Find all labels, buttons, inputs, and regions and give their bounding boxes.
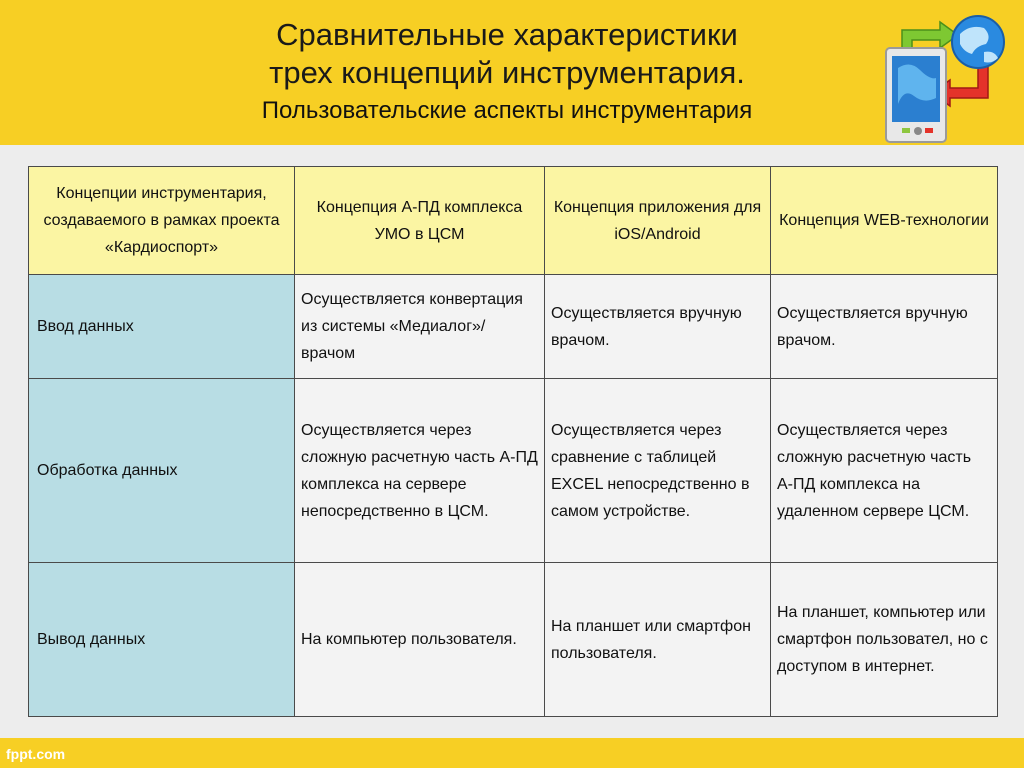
row-label: Обработка данных <box>29 379 295 563</box>
header-cell: Концепция WEB-технологии <box>771 167 998 275</box>
comparison-table <box>28 166 998 717</box>
footer-bar <box>0 738 1024 768</box>
row-label: Ввод данных <box>29 275 295 379</box>
header-cell: Концепции инструментария, создаваемого в рамках проекта «Кардиоспорт» <box>29 167 295 275</box>
table-row <box>29 379 998 563</box>
header-cell: Концепция А-ПД комплекса УМО в ЦСМ <box>295 167 545 275</box>
table-header-row <box>29 167 998 275</box>
page-title <box>0 16 1024 92</box>
table-row <box>29 275 998 379</box>
title-line-1: Сравнительные характеристики <box>276 17 738 52</box>
header-cell: Концепция приложения для iOS/Android <box>545 167 771 275</box>
table-row <box>29 563 998 717</box>
table-cell: На планшет или смартфон пользователя. <box>545 563 771 717</box>
footer-brand[interactable]: fppt.com <box>6 746 66 762</box>
device-globe-sync-icon <box>880 8 1010 148</box>
table-cell: Осуществляется вручную врачом. <box>545 275 771 379</box>
table-cell: Осуществляется конвертация из системы «Медиалог»/врачом <box>295 275 545 379</box>
row-label: Вывод данных <box>29 563 295 717</box>
title-line-2: трех концепций инструментария. <box>269 55 745 90</box>
table-cell: На планшет, компьютер или смартфон пользовател, но с доступом в интернет. <box>771 563 998 717</box>
table-cell: На компьютер пользователя. <box>295 563 545 717</box>
table-cell: Осуществляется через сравнение с таблицей EXCEL непосредственно в самом устройстве. <box>545 379 771 563</box>
table-cell: Осуществляется через сложную расчетную часть А-ПД комплекса на сервере непосредственно в ЦСМ. <box>295 379 545 563</box>
table-cell: Осуществляется через сложную расчетную часть А-ПД комплекса на удаленном сервере ЦСМ. <box>771 379 998 563</box>
table-cell: Осуществляется вручную врачом. <box>771 275 998 379</box>
page-subtitle: Пользовательские аспекты инструментария <box>261 97 753 124</box>
